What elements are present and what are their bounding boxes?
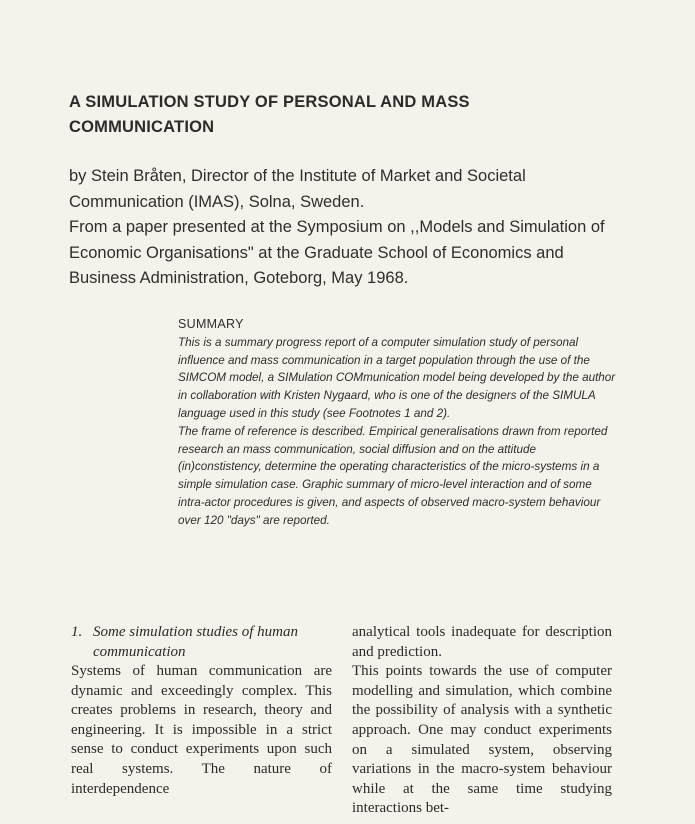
source-line: From a paper presented at the Symposium on ,,Models and Simulation of Economic Organisations" at the Graduate School of Economics and Business Administration, Goteborg, May 1968. (69, 218, 605, 287)
section-number: 1. (71, 624, 83, 640)
summary-paragraph-2: The frame of reference is described. Empirical generalisations drawn from reported research an mass communication, social diffusion and on the attitude (in)constistency, determine the operating characteristics of the micro-systems in a simple simulation case. Graphic summary of micro-level interaction and of some intra-actor procedures is given, and aspects of observed macro-system behaviour over 120 "days" are reported. (178, 424, 608, 527)
summary-paragraph-1: This is a summary progress report of a computer simulation study of personal influence and mass communication in a target population through the use of the SIMCOM model, a SIMulation COMmunication model being developed by the author in collaboration with Kristen Nygaard, who is one of the designers of the SIMULA language used in this study (see Footnotes 1 and 2). (178, 335, 616, 420)
article-title: A SIMULATION STUDY OF PERSONAL AND MASS COMMUNICATION (69, 93, 470, 136)
author-line: by Stein Bråten, Director of the Institute of Market and Societal Communication (IMAS), Solna, Sweden. (69, 167, 526, 211)
right-column (352, 623, 612, 819)
right-body-paragraph-2: This points towards the use of computer modelling and simulation, which combine the possibility of analysis with a synthetic approach. One may conduct experiments on a simulated system, observing variations in the macro-system behaviour while at the same time studying interactions bet- (352, 663, 612, 817)
summary-heading: SUMMARY (178, 317, 244, 331)
section-heading (71, 622, 332, 662)
section-title: Some simulation studies of human communication (93, 624, 298, 660)
right-body-paragraph-1: analytical tools inadequate for description and prediction. (352, 624, 612, 660)
left-body-paragraph: Systems of human communication are dynamic and exceedingly complex. This creates problems in research, theory and engineering. It is impossible in a strict sense to conduct experiments upon such real systems. The nature of interdependence (71, 663, 332, 797)
left-column (71, 622, 332, 799)
summary-block (178, 316, 618, 530)
byline-block (69, 164, 629, 292)
